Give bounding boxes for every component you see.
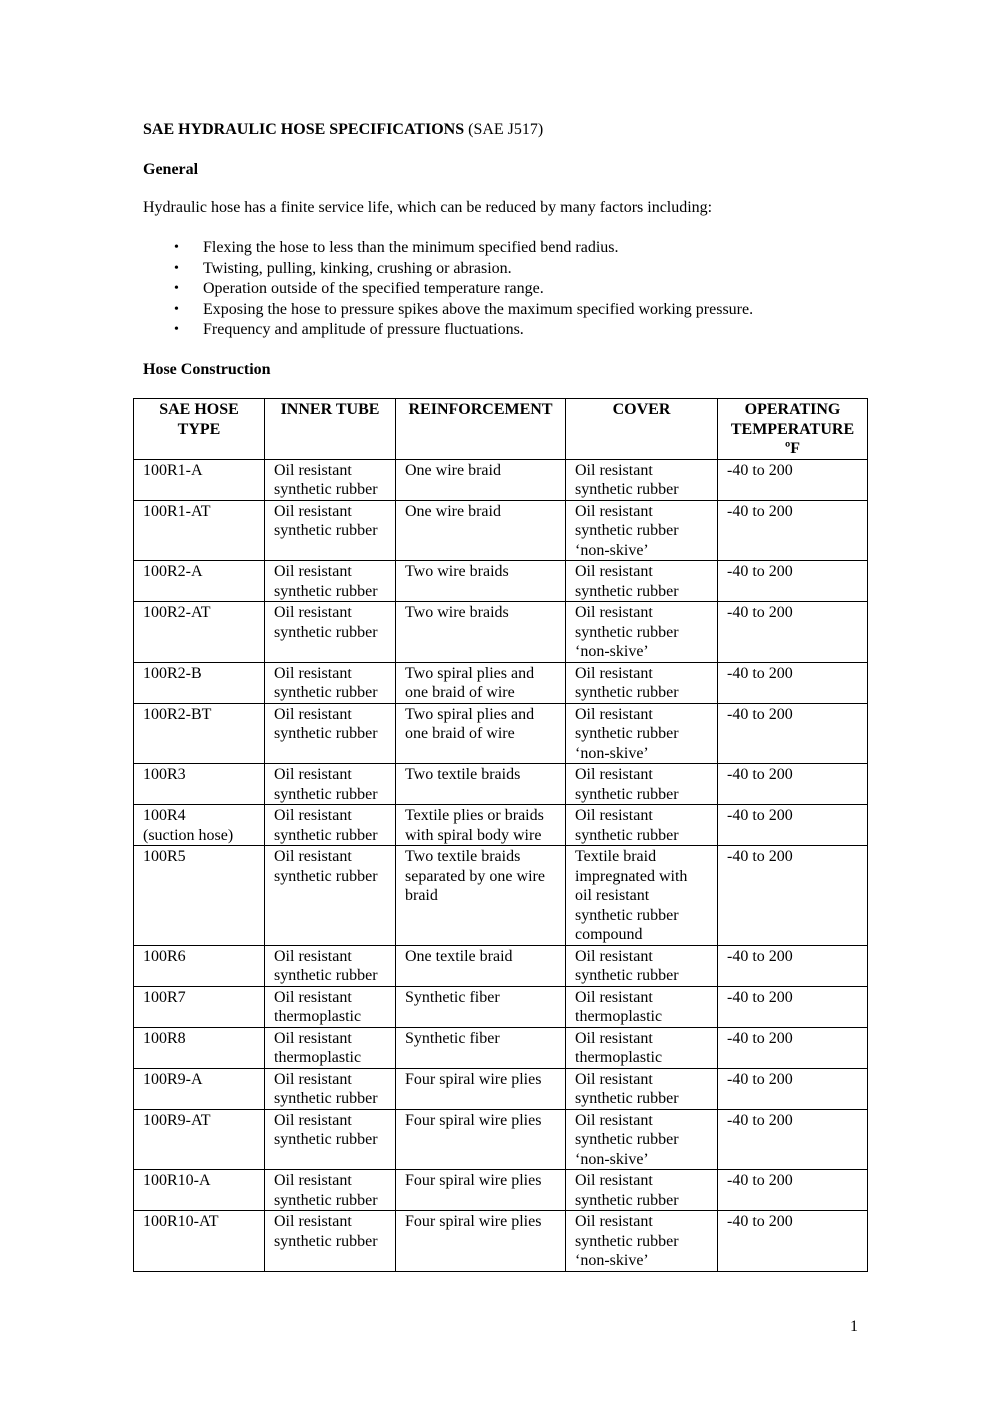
table-row bbox=[134, 1211, 868, 1272]
bullet-icon: • bbox=[174, 301, 179, 317]
reinforcement-cell bbox=[396, 1027, 566, 1068]
temperature-cell bbox=[718, 459, 868, 500]
cell-line: synthetic rubber bbox=[274, 684, 378, 701]
temperature-cell bbox=[718, 1068, 868, 1109]
hose-type-cell bbox=[134, 662, 265, 703]
table-header-row bbox=[134, 399, 868, 460]
inner-tube-cell bbox=[265, 764, 396, 805]
cell-line: -40 to 200 bbox=[727, 1111, 793, 1129]
cover-cell bbox=[566, 500, 718, 561]
header-line: TYPE bbox=[177, 420, 221, 438]
cell-line: one braid of wire bbox=[405, 684, 515, 701]
cover-cell bbox=[566, 1068, 718, 1109]
header-inner-tube bbox=[265, 399, 396, 460]
cell-line: synthetic rubber bbox=[575, 623, 679, 641]
temperature-cell bbox=[718, 500, 868, 561]
hose-type-cell bbox=[134, 1109, 265, 1170]
cell-line: Two textile braids bbox=[405, 766, 521, 783]
inner-tube-cell bbox=[265, 1211, 396, 1272]
header-line: TEMPERATURE bbox=[730, 420, 855, 438]
cell-line: 100R1-A bbox=[143, 461, 203, 479]
cell-line: Textile plies or braids bbox=[405, 807, 544, 824]
list-item-text: Twisting, pulling, kinking, crushing or abrasion. bbox=[203, 259, 512, 277]
cell-line: Oil resistant bbox=[274, 1029, 352, 1047]
table-row bbox=[134, 459, 868, 500]
cell-line: synthetic rubber bbox=[274, 1191, 378, 1209]
cell-line: synthetic rubber bbox=[274, 522, 378, 539]
list-item-text: Flexing the hose to less than the minimum specified bend radius. bbox=[203, 239, 619, 256]
cell-line: -40 to 200 bbox=[727, 664, 793, 682]
cell-line: Oil resistant bbox=[274, 502, 352, 520]
cell-line: Oil resistant bbox=[575, 947, 653, 965]
cell-line: Oil resistant bbox=[575, 1070, 653, 1088]
cell-line: thermoplastic bbox=[575, 1008, 663, 1025]
table-row bbox=[134, 703, 868, 764]
cell-line: -40 to 200 bbox=[727, 947, 793, 965]
cell-line: Oil resistant bbox=[575, 502, 653, 520]
hose-type-cell bbox=[134, 703, 265, 764]
table-row bbox=[134, 764, 868, 805]
cover-cell bbox=[566, 561, 718, 602]
reinforcement-cell bbox=[396, 805, 566, 846]
cell-line: synthetic rubber bbox=[274, 623, 378, 641]
reinforcement-cell bbox=[396, 602, 566, 663]
reinforcement-cell bbox=[396, 1068, 566, 1109]
inner-tube-cell bbox=[265, 1170, 396, 1211]
cell-line: 100R2-BT bbox=[143, 705, 212, 723]
cell-line: synthetic rubber bbox=[274, 481, 378, 498]
reinforcement-cell bbox=[396, 1170, 566, 1211]
header-line: SAE HOSE bbox=[159, 401, 239, 418]
cell-line: 100R10-A bbox=[143, 1172, 211, 1189]
cover-cell bbox=[566, 602, 718, 663]
hose-type-cell bbox=[134, 945, 265, 986]
general-heading: General bbox=[143, 161, 199, 178]
temperature-cell bbox=[718, 703, 868, 764]
cell-line: Four spiral wire plies bbox=[405, 1213, 542, 1230]
temperature-cell bbox=[718, 846, 868, 946]
cell-line: 100R2-A bbox=[143, 563, 203, 580]
cell-line: One wire braid bbox=[405, 461, 501, 479]
cell-line: synthetic rubber bbox=[575, 684, 679, 701]
cell-line: -40 to 200 bbox=[727, 563, 793, 580]
hose-type-cell bbox=[134, 846, 265, 946]
cell-line: Synthetic fiber bbox=[405, 1029, 500, 1047]
inner-tube-cell bbox=[265, 1068, 396, 1109]
cell-line: Oil resistant bbox=[575, 664, 653, 682]
inner-tube-cell bbox=[265, 945, 396, 986]
reinforcement-cell bbox=[396, 846, 566, 946]
temperature-cell bbox=[718, 602, 868, 663]
cell-line: synthetic rubber bbox=[575, 967, 679, 984]
reinforcement-cell bbox=[396, 662, 566, 703]
reinforcement-cell bbox=[396, 1211, 566, 1272]
reinforcement-cell bbox=[396, 561, 566, 602]
cell-line: -40 to 200 bbox=[727, 807, 793, 824]
cell-line: 100R1-AT bbox=[143, 502, 211, 520]
cover-cell bbox=[566, 662, 718, 703]
hose-type-cell bbox=[134, 602, 265, 663]
cell-line: impregnated with bbox=[575, 867, 688, 885]
inner-tube-cell bbox=[265, 561, 396, 602]
cell-line: -40 to 200 bbox=[727, 1213, 793, 1230]
header-line: REINFORCEMENT bbox=[408, 401, 553, 418]
cell-line: Oil resistant bbox=[575, 604, 653, 621]
cell-line: synthetic rubber bbox=[575, 481, 679, 498]
table-row bbox=[134, 602, 868, 663]
cell-line: synthetic rubber bbox=[575, 582, 679, 600]
cell-line: 100R5 bbox=[143, 848, 186, 865]
cell-line: 100R8 bbox=[143, 1029, 186, 1047]
hose-type-cell bbox=[134, 764, 265, 805]
cell-line: Oil resistant bbox=[274, 1172, 352, 1189]
page-number: 1 bbox=[850, 1318, 858, 1335]
document-title bbox=[143, 121, 543, 139]
cell-line: -40 to 200 bbox=[727, 766, 793, 783]
cell-line: synthetic rubber bbox=[575, 1131, 679, 1148]
cell-line: Oil resistant bbox=[274, 807, 352, 824]
cover-cell bbox=[566, 459, 718, 500]
temperature-cell bbox=[718, 986, 868, 1027]
bullet-icon: • bbox=[174, 281, 179, 296]
cell-line: synthetic rubber bbox=[575, 906, 679, 924]
header-reinforcement bbox=[396, 399, 566, 460]
list-item bbox=[143, 320, 753, 341]
cell-line: Four spiral wire plies bbox=[405, 1172, 542, 1189]
cell-line: synthetic rubber bbox=[274, 1090, 378, 1107]
table-row bbox=[134, 945, 868, 986]
table-row bbox=[134, 986, 868, 1027]
cover-cell bbox=[566, 1211, 718, 1272]
cell-line: Two spiral plies and bbox=[405, 664, 535, 682]
cell-line: thermoplastic bbox=[274, 1008, 362, 1025]
reinforcement-cell bbox=[396, 945, 566, 986]
cell-line: One wire braid bbox=[405, 502, 501, 520]
cell-line: synthetic rubber bbox=[575, 522, 679, 539]
hose-type-cell bbox=[134, 1068, 265, 1109]
cell-line: synthetic rubber bbox=[274, 1232, 378, 1250]
cover-cell bbox=[566, 846, 718, 946]
header-cover bbox=[566, 399, 718, 460]
factor-list bbox=[143, 238, 753, 341]
cell-line: separated by one wire bbox=[405, 867, 545, 885]
cell-line: Oil resistant bbox=[274, 766, 352, 783]
temperature-cell bbox=[718, 1170, 868, 1211]
cell-line: -40 to 200 bbox=[727, 705, 793, 723]
cell-line: synthetic rubber bbox=[575, 1090, 679, 1107]
cover-cell bbox=[566, 1109, 718, 1170]
hose-type-cell bbox=[134, 1211, 265, 1272]
cell-line: -40 to 200 bbox=[727, 604, 793, 621]
cell-line: Textile braid bbox=[575, 848, 657, 865]
table-row bbox=[134, 1068, 868, 1109]
list-item-text: Operation outside of the specified temperature range. bbox=[203, 280, 544, 297]
header-hose-type bbox=[134, 399, 265, 460]
cell-line: -40 to 200 bbox=[727, 502, 793, 520]
cover-cell bbox=[566, 1027, 718, 1068]
reinforcement-cell bbox=[396, 1109, 566, 1170]
list-item bbox=[143, 238, 753, 259]
cell-line: Two textile braids bbox=[405, 848, 521, 865]
cell-line: Oil resistant bbox=[575, 766, 653, 783]
header-line: COVER bbox=[612, 401, 671, 418]
hose-spec-table bbox=[133, 398, 868, 1272]
cell-line: (suction hose) bbox=[143, 826, 234, 844]
inner-tube-cell bbox=[265, 459, 396, 500]
cell-line: Oil resistant bbox=[575, 461, 653, 479]
cell-line: Oil resistant bbox=[274, 1070, 352, 1088]
temperature-cell bbox=[718, 662, 868, 703]
reinforcement-cell bbox=[396, 703, 566, 764]
cell-line: One textile braid bbox=[405, 947, 513, 965]
inner-tube-cell bbox=[265, 986, 396, 1027]
temperature-cell bbox=[718, 945, 868, 986]
cell-line: Oil resistant bbox=[274, 947, 352, 965]
header-operating-temperature bbox=[718, 399, 868, 460]
inner-tube-cell bbox=[265, 1027, 396, 1068]
temperature-cell bbox=[718, 1211, 868, 1272]
inner-tube-cell bbox=[265, 703, 396, 764]
cell-line: braid bbox=[405, 887, 438, 904]
cell-line: Two wire braids bbox=[405, 604, 509, 621]
cell-line: Oil resistant bbox=[575, 563, 653, 580]
cell-line: Oil resistant bbox=[575, 705, 653, 723]
cell-line: synthetic rubber bbox=[274, 867, 378, 885]
cell-line: 100R2-B bbox=[143, 664, 202, 682]
title-main: SAE HYDRAULIC HOSE SPECIFICATIONS bbox=[143, 121, 465, 138]
cell-line: 100R6 bbox=[143, 947, 186, 965]
cell-line: 100R9-AT bbox=[143, 1111, 211, 1129]
cell-line: -40 to 200 bbox=[727, 1070, 793, 1088]
cover-cell bbox=[566, 805, 718, 846]
cell-line: Oil resistant bbox=[274, 1213, 352, 1230]
header-line: ºF bbox=[784, 440, 801, 457]
cell-line: synthetic rubber bbox=[575, 725, 679, 742]
cell-line: Four spiral wire plies bbox=[405, 1111, 542, 1129]
cell-line: 100R9-A bbox=[143, 1070, 203, 1088]
cover-cell bbox=[566, 1170, 718, 1211]
table-row bbox=[134, 1109, 868, 1170]
inner-tube-cell bbox=[265, 500, 396, 561]
temperature-cell bbox=[718, 1109, 868, 1170]
cell-line: Oil resistant bbox=[575, 1172, 653, 1189]
cell-line: ‘non-skive’ bbox=[575, 744, 649, 762]
reinforcement-cell bbox=[396, 459, 566, 500]
cell-line: Oil resistant bbox=[575, 988, 653, 1006]
cell-line: Oil resistant bbox=[274, 563, 352, 580]
title-standard: (SAE J517) bbox=[464, 121, 544, 138]
cell-line: synthetic rubber bbox=[575, 1232, 679, 1250]
cell-line: synthetic rubber bbox=[274, 1131, 378, 1148]
cell-line: synthetic rubber bbox=[274, 967, 378, 984]
cover-cell bbox=[566, 986, 718, 1027]
table-row bbox=[134, 561, 868, 602]
list-item bbox=[143, 259, 753, 280]
hose-type-cell bbox=[134, 986, 265, 1027]
cell-line: ‘non-skive’ bbox=[575, 1150, 649, 1168]
cell-line: Oil resistant bbox=[274, 988, 352, 1006]
bullet-icon: • bbox=[174, 260, 179, 276]
header-line: OPERATING bbox=[744, 401, 841, 418]
cell-line: -40 to 200 bbox=[727, 848, 793, 865]
cell-line: synthetic rubber bbox=[575, 826, 679, 844]
cell-line: Oil resistant bbox=[575, 1213, 653, 1230]
hose-type-cell bbox=[134, 459, 265, 500]
cell-line: -40 to 200 bbox=[727, 988, 793, 1006]
cell-line: synthetic rubber bbox=[274, 785, 378, 803]
table-row bbox=[134, 1170, 868, 1211]
cell-line: Oil resistant bbox=[274, 604, 352, 621]
cell-line: 100R2-AT bbox=[143, 604, 211, 621]
hose-type-cell bbox=[134, 500, 265, 561]
table-body bbox=[134, 459, 868, 1271]
cell-line: one braid of wire bbox=[405, 725, 515, 742]
hose-type-cell bbox=[134, 805, 265, 846]
cell-line: -40 to 200 bbox=[727, 461, 793, 479]
cell-line: 100R10-AT bbox=[143, 1213, 219, 1230]
temperature-cell bbox=[718, 805, 868, 846]
temperature-cell bbox=[718, 1027, 868, 1068]
cell-line: synthetic rubber bbox=[575, 1191, 679, 1209]
bullet-icon: • bbox=[174, 322, 179, 337]
intro-paragraph: Hydraulic hose has a finite service life, which can be reduced by many factors including: bbox=[143, 199, 713, 216]
cell-line: oil resistant bbox=[575, 887, 650, 904]
cell-line: Oil resistant bbox=[575, 1029, 653, 1047]
inner-tube-cell bbox=[265, 662, 396, 703]
inner-tube-cell bbox=[265, 602, 396, 663]
construction-heading: Hose Construction bbox=[143, 361, 271, 378]
cell-line: with spiral body wire bbox=[405, 826, 542, 844]
bullet-icon: • bbox=[174, 240, 179, 255]
cell-line: Oil resistant bbox=[274, 664, 352, 682]
cell-line: Two spiral plies and bbox=[405, 705, 535, 723]
list-item bbox=[143, 300, 753, 321]
hose-type-cell bbox=[134, 561, 265, 602]
cell-line: Two wire braids bbox=[405, 563, 509, 580]
cell-line: 100R7 bbox=[143, 988, 186, 1006]
cell-line: -40 to 200 bbox=[727, 1029, 793, 1047]
table-row bbox=[134, 1027, 868, 1068]
cover-cell bbox=[566, 945, 718, 986]
cell-line: 100R3 bbox=[143, 766, 186, 783]
reinforcement-cell bbox=[396, 500, 566, 561]
cell-line: synthetic rubber bbox=[274, 826, 378, 844]
list-item-text: Frequency and amplitude of pressure fluctuations. bbox=[203, 321, 524, 338]
table-row bbox=[134, 500, 868, 561]
header-line: INNER TUBE bbox=[280, 401, 380, 418]
temperature-cell bbox=[718, 561, 868, 602]
cell-line: synthetic rubber bbox=[274, 725, 378, 742]
cell-line: ‘non-skive’ bbox=[575, 1252, 649, 1269]
list-item bbox=[143, 279, 753, 300]
cover-cell bbox=[566, 703, 718, 764]
temperature-cell bbox=[718, 764, 868, 805]
table-row bbox=[134, 846, 868, 946]
inner-tube-cell bbox=[265, 1109, 396, 1170]
cell-line: -40 to 200 bbox=[727, 1172, 793, 1189]
cell-line: synthetic rubber bbox=[274, 582, 378, 600]
list-item-text: Exposing the hose to pressure spikes above the maximum specified working pressure. bbox=[203, 300, 754, 318]
cell-line: Four spiral wire plies bbox=[405, 1070, 542, 1088]
cell-line: thermoplastic bbox=[575, 1049, 663, 1066]
inner-tube-cell bbox=[265, 846, 396, 946]
inner-tube-cell bbox=[265, 805, 396, 846]
cell-line: Oil resistant bbox=[274, 461, 352, 479]
cell-line: Oil resistant bbox=[274, 1111, 352, 1129]
cell-line: ‘non-skive’ bbox=[575, 643, 649, 660]
cell-line: thermoplastic bbox=[274, 1049, 362, 1066]
cell-line: synthetic rubber bbox=[575, 785, 679, 803]
cell-line: Oil resistant bbox=[575, 807, 653, 824]
reinforcement-cell bbox=[396, 986, 566, 1027]
hose-type-cell bbox=[134, 1170, 265, 1211]
hose-type-cell bbox=[134, 1027, 265, 1068]
reinforcement-cell bbox=[396, 764, 566, 805]
cell-line: ‘non-skive’ bbox=[575, 541, 649, 559]
cell-line: 100R4 bbox=[143, 807, 186, 824]
cell-line: Oil resistant bbox=[575, 1111, 653, 1129]
table-row bbox=[134, 662, 868, 703]
cell-line: Oil resistant bbox=[274, 848, 352, 865]
cell-line: Synthetic fiber bbox=[405, 988, 500, 1006]
cell-line: Oil resistant bbox=[274, 705, 352, 723]
table-row bbox=[134, 805, 868, 846]
cover-cell bbox=[566, 764, 718, 805]
cell-line: compound bbox=[575, 926, 643, 943]
